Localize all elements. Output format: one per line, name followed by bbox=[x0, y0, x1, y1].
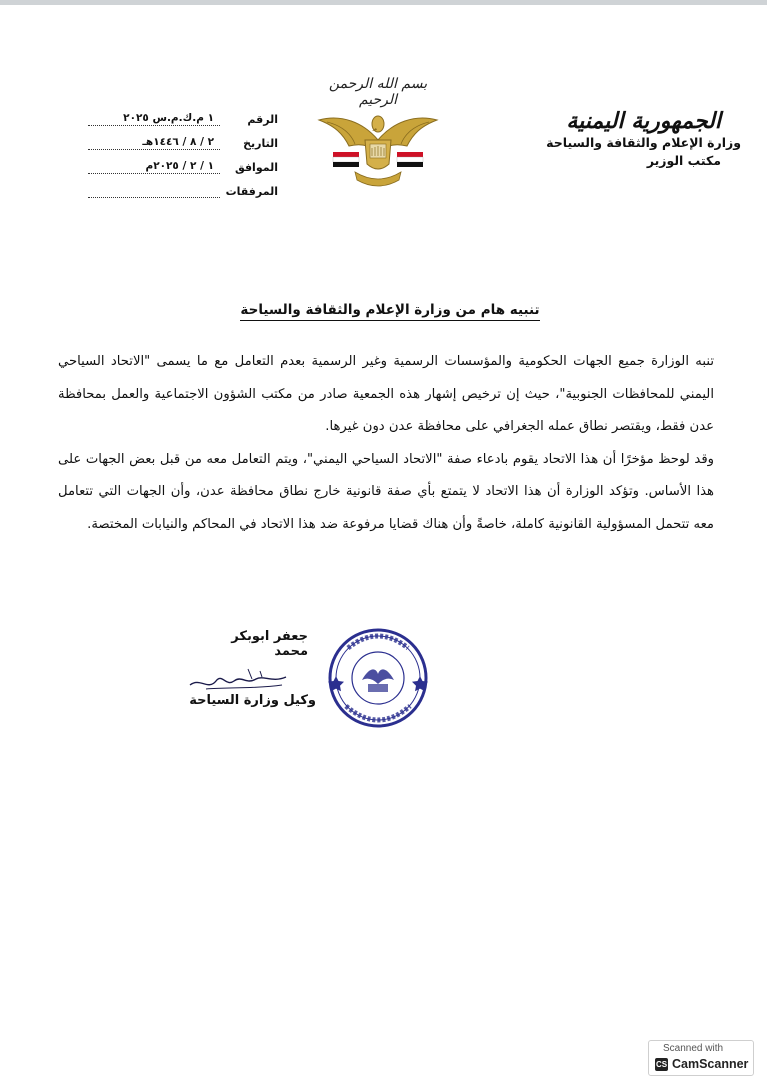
ministry-header bbox=[501, 108, 741, 170]
ref-number-value: ١ م.ك.م.س ٢٠٢٥ bbox=[88, 112, 220, 126]
body-paragraph-2: وقد لوحظ مؤخرًا أن هذا الاتحاد يقوم بادعاء صفة "الاتحاد السياحي اليمني"، ويتم التعامل معه من قبل بعض الجهات على هذا الأساس. وتؤكد الوزارة أن هذا الاتحاد لا يتمتع بأي صفة قانونية خارج نطاق محافظة عدن، وأن الجهات التي تتعامل معه تتحمل المسؤولية القانونية كاملة، خاصةً وأن هناك قضايا مرفوعة ضد هذا الاتحاد في المحاكم والنيابات المختصة. bbox=[58, 451, 714, 532]
notice-body bbox=[58, 346, 714, 541]
camscanner-watermark bbox=[648, 1040, 754, 1076]
reference-fields bbox=[88, 102, 278, 198]
ref-gregorian-date-label: الموافق bbox=[234, 161, 278, 174]
ref-attachments-label: المرفقات bbox=[225, 185, 278, 198]
ref-hijri-date-label: التاريخ bbox=[243, 137, 278, 150]
top-edge bbox=[0, 0, 767, 5]
signer-title: وكيل وزارة السياحة bbox=[189, 693, 316, 708]
ref-number bbox=[88, 102, 278, 126]
official-stamp-icon bbox=[326, 618, 430, 738]
notice-title-text: تنبيه هام من وزارة الإعلام والثقافة والسياحة bbox=[240, 302, 539, 321]
camscanner-logo-icon: CS bbox=[655, 1060, 668, 1069]
ref-attachments-value bbox=[88, 196, 220, 198]
ref-hijri-date-value: ٢ / ٨ / ١٤٤٦هـ bbox=[88, 136, 220, 150]
ref-hijri-date bbox=[88, 126, 278, 150]
ministry-name: وزارة الإعلام والثقافة والسياحة bbox=[546, 135, 741, 150]
body-paragraph-1: تنبه الوزارة جميع الجهات الحكومية والمؤسسات الرسمية وغير الرسمية بعدم التعامل مع ما يسمى "الاتحاد السياحي اليمني للمحافظات الجنوبية"، حيث إن ترخيص إشهار هذه الجمعية صادر من مكتب الشؤون الاجتماعية والعمل بمحافظة عدن فقط، ويقتصر نطاق عمله الجغرافي على محافظة عدن دون غيرها. bbox=[58, 354, 714, 434]
ref-number-label: الرقم bbox=[247, 113, 278, 126]
handwritten-signature bbox=[186, 665, 296, 695]
office-name: مكتب الوزير bbox=[646, 153, 721, 168]
notice-title bbox=[240, 302, 540, 318]
ref-gregorian-date bbox=[88, 150, 278, 174]
signer-name: جعفر ابوبكر محمد bbox=[231, 629, 308, 659]
camscanner-name: CamScanner bbox=[672, 1057, 749, 1071]
yemen-eagle-emblem-icon bbox=[313, 100, 443, 190]
country-name: الجمهورية اليمنية bbox=[566, 108, 721, 134]
camscanner-caption: Scanned with bbox=[663, 1043, 724, 1054]
basmala: بسم الله الرحمن الرحيم bbox=[328, 76, 428, 108]
ref-gregorian-date-value: ١ / ٢ / ٢٠٢٥م bbox=[88, 160, 220, 174]
ref-attachments bbox=[88, 174, 278, 198]
